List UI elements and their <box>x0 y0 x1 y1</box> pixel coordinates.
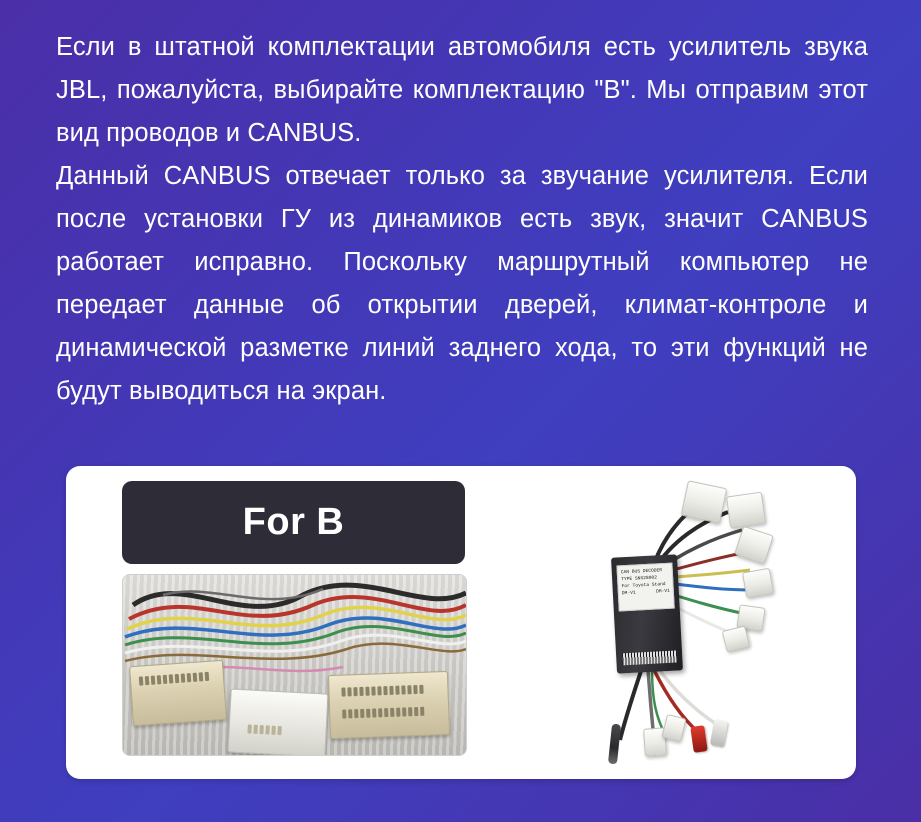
connector-left <box>129 660 227 726</box>
canbus-photo <box>502 478 840 766</box>
paragraph-1: Если в штатной комплектации автомобиля есть усилитель звука JBL, пожалуйста, выбирайте комплектацию "B". Мы отправим этот вид проводов и CANBUS. <box>56 33 868 147</box>
connector-right <box>328 671 450 739</box>
variant-label-text: For B <box>242 501 345 543</box>
decoder-label-line4-left: DM-V1 <box>621 590 636 597</box>
plug-top-2 <box>726 492 766 529</box>
plug-top-4 <box>742 568 774 598</box>
connector-right-pins <box>341 685 423 697</box>
canbus-decoder-box <box>611 554 683 673</box>
harness-photo <box>122 574 467 756</box>
decoder-label-line1: CAN BUS DECODER <box>620 568 663 576</box>
connector-center <box>227 688 328 756</box>
decoder-label-line2: TYPE SNS28002 <box>621 575 658 583</box>
description-text <box>56 26 868 413</box>
connector-left-pins <box>139 672 209 686</box>
product-card <box>66 466 856 779</box>
decoder-label-line3: For Toyota Stand <box>621 581 666 590</box>
connector-right-pins-row2 <box>342 707 424 719</box>
canbus-decoder-label <box>616 563 674 612</box>
connector-center-pins <box>247 724 281 735</box>
paragraph-2: Данный CANBUS отвечает только за звучание усилителя. Если после установки ГУ из динамиков есть звук, значит CANBUS работает исправно. Поскольку маршрутный компьютер не передает данные об открытии дверей, климат-контроле и динамической разметке линий заднего хода, то эти функций не будут выводиться на экран. <box>56 162 868 405</box>
barcode <box>622 651 677 666</box>
variant-label-plate <box>122 481 465 564</box>
decoder-label-line4-right: DM-V1 <box>655 588 670 595</box>
